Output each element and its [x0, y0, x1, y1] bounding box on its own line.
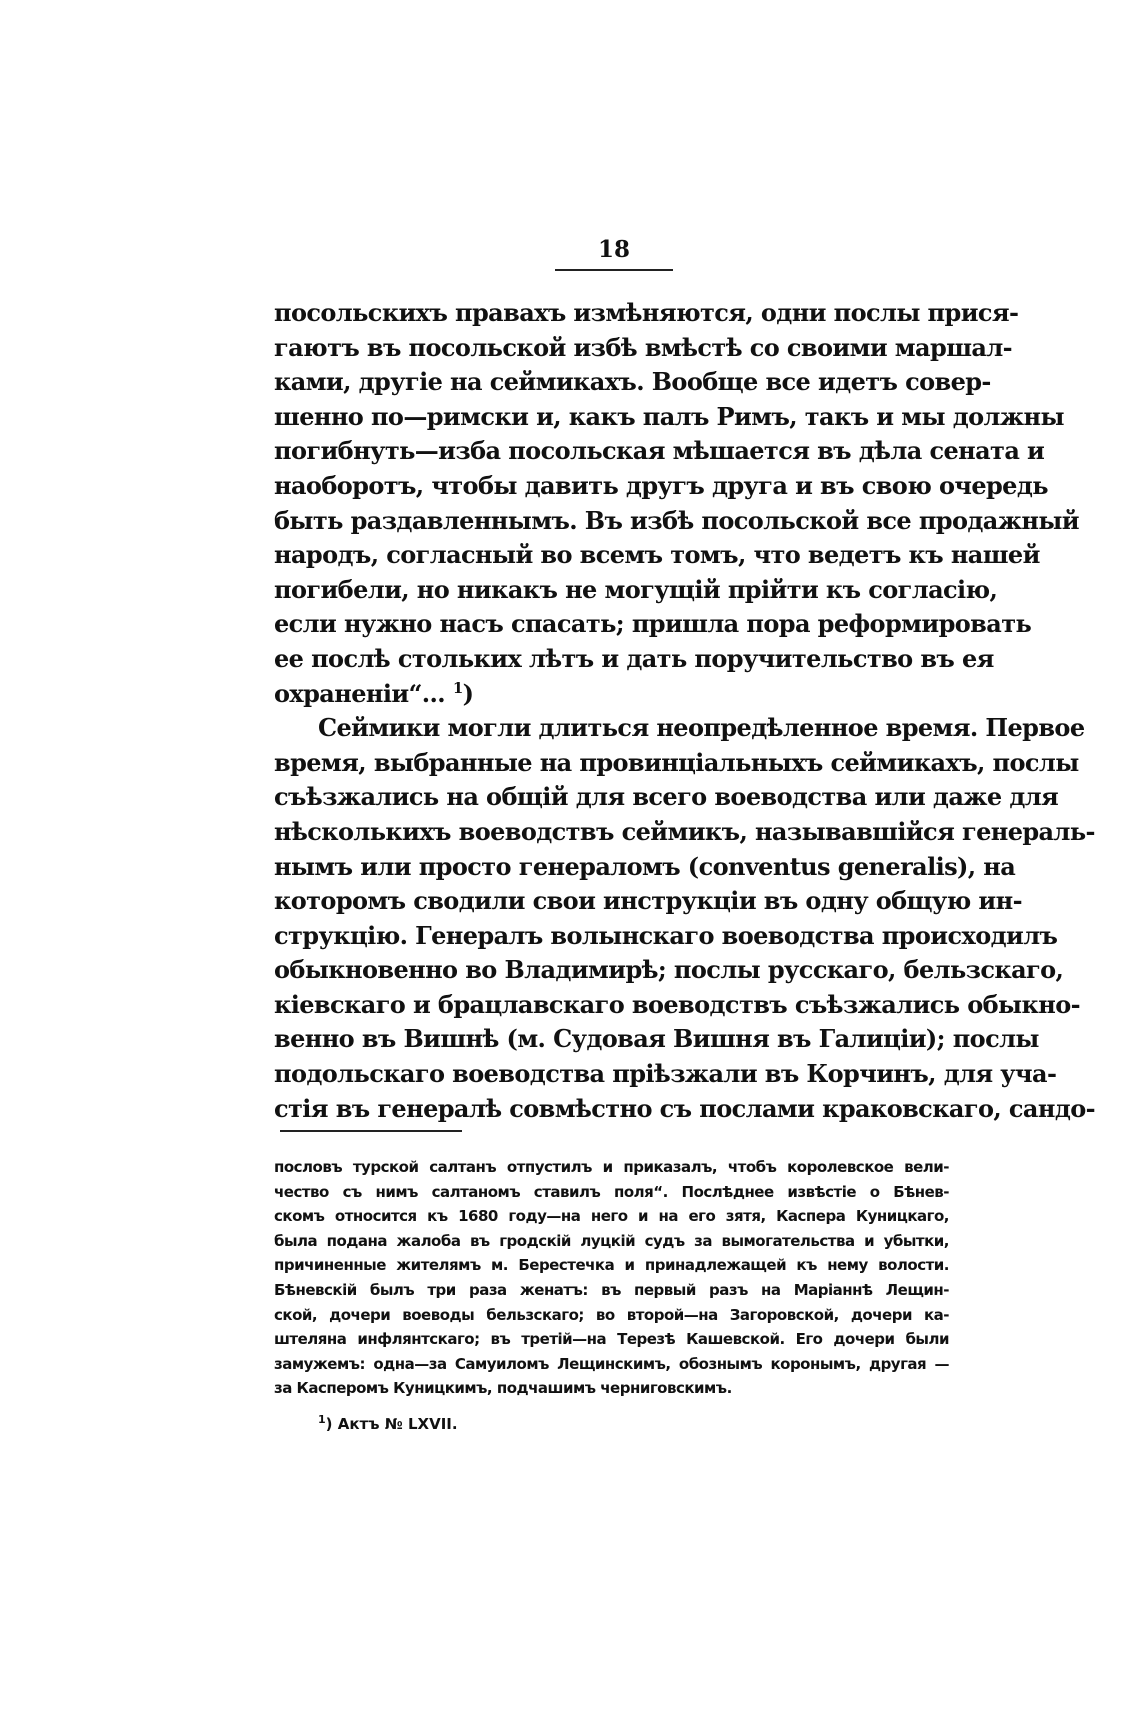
- footnote-line: была подана жалоба въ гродскій луцкій судъ за вымогательства и убытки,: [274, 1231, 949, 1250]
- text-line: наоборотъ, чтобы давить другъ друга и въ свою очередь: [274, 470, 1048, 500]
- text-line: струкцію. Генералъ волынскаго воеводства происходилъ: [274, 920, 1058, 950]
- footnote-line: пословъ турской салтанъ отпустилъ и приказалъ, чтобъ королевское вели-: [274, 1158, 949, 1176]
- text-line: погибели, но никакъ не могущій прійти къ согласію,: [274, 574, 998, 604]
- paragraph-first-line: Сеймики могли длиться неопредѣленное время. Первое: [318, 713, 1085, 743]
- footnote-line: Бѣневскій былъ три раза женатъ: въ первый разъ на Маріаннѣ Лещин-: [274, 1280, 949, 1299]
- main-text: [274, 296, 1095, 1126]
- footnote-line: ской, дочери воеводы бельзскаго; во второй—на Загоровской, дочери ка-: [274, 1305, 949, 1324]
- footnote-text: [274, 1155, 949, 1401]
- text-line: венно въ Вишнѣ (м. Судовая Вишня въ Галиціи); послы: [274, 1024, 1039, 1054]
- text-line: быть раздавленнымъ. Въ избѣ посольской все продажный: [274, 505, 1080, 535]
- text-line: съѣзжались на общій для всего воеводства или даже для: [274, 782, 1059, 812]
- footnote-line: замужемъ: одна—за Самуиломъ Лещинскимъ, обознымъ коронымъ, другая —: [274, 1354, 949, 1373]
- text-line: время, выбранные на провинціальныхъ сеймикахъ, послы: [274, 747, 1079, 777]
- text-line: народъ, согласный во всемъ томъ, что ведетъ къ нашей: [274, 540, 1040, 570]
- footnote-reference: [318, 1415, 458, 1433]
- text-line-content: охраненіи“...: [274, 678, 446, 708]
- footnote-line: за Касперомъ Куницкимъ, подчашимъ черниговскимъ.: [274, 1379, 732, 1398]
- footnote-line: штеляна инфлянтскаго; въ третій—на Терезѣ Кашевской. Его дочери были: [274, 1330, 949, 1349]
- page-number: 18: [597, 236, 630, 263]
- footnote-separator: [280, 1130, 462, 1132]
- text-line: погибнуть—изба посольская мѣшается въ дѣла сената и: [274, 436, 1045, 466]
- text-line: если нужно насъ спасать; пришла пора реформировать: [274, 609, 1032, 639]
- text-line: ками, другіе на сеймикахъ. Вообще все идетъ совер-: [274, 367, 991, 397]
- text-line-with-footnote-marker: охраненіи“... $^1$): [274, 678, 474, 708]
- footnote-line: скомъ относится къ 1680 году—на него и на его зятя, Каспера Куницкаго,: [274, 1207, 949, 1226]
- text-line: посольскихъ правахъ измѣняются, одни послы прися-: [274, 298, 1019, 327]
- footnote-marker: 1: [452, 678, 463, 697]
- text-line: нѣсколькихъ воеводствъ сеймикъ, называвшійся генераль-: [274, 816, 1095, 846]
- text-line: нымъ или просто генераломъ (conventus generalis), на: [274, 851, 1016, 881]
- text-line: гаютъ въ посольской избѣ вмѣстѣ со своими маршал-: [274, 332, 1013, 362]
- footnote-reference-text: ) Актъ № LXVII.: [325, 1415, 458, 1433]
- text-line: стія въ генералѣ совмѣстно съ послами краковскаго, сандо-: [274, 1093, 1095, 1123]
- text-line: ее послѣ стольких лѣтъ и дать поручительство въ ея: [274, 643, 994, 673]
- text-line: обыкновенно во Владимирѣ; послы русскаго, бельзскаго,: [274, 955, 1064, 985]
- text-line: которомъ сводили свои инструкціи въ одну общую ин-: [274, 886, 1022, 916]
- page-number-rule: [555, 269, 673, 271]
- text-line: шенно по—римски и, какъ палъ Римъ, такъ и мы должны: [274, 401, 1064, 431]
- text-line: кіевскаго и брацлавскаго воеводствъ съѣзжались обыкно-: [274, 989, 1080, 1019]
- footnote-line: чество съ нимъ салтаномъ ставилъ поля“. Послѣднее извѣстіе о Бѣнев-: [274, 1182, 949, 1201]
- footnote-line: причиненные жителямъ м. Берестечка и принадлежащей къ нему волости.: [274, 1256, 949, 1275]
- text-line: подольскаго воеводства пріѣзжали въ Корчинъ, для уча-: [274, 1059, 1057, 1089]
- footnote-reference-number: 1: [318, 1413, 326, 1426]
